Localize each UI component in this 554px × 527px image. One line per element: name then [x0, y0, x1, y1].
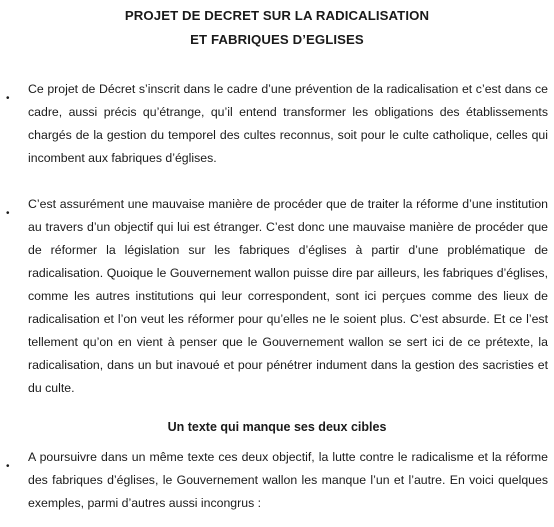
document-title-line-2: ET FABRIQUES D’EGLISES [190, 32, 364, 47]
document-title-line-1: PROJET DE DECRET SUR LA RADICALISATION [124, 8, 430, 23]
paragraph-2: C’est assurément une mauvaise manière de procéder que de traiter la réforme d’une institution au travers d’un objectif qui lui est étranger. C’est donc une mauvaise manière de procéder que de réformer la législation sur les fabriques d’églises à partir d’une problématique de radicalisation. Quoique le Gouvernement wallon puisse dire par ailleurs, les fabriques d’églises, comme les autres institutions qui leur correspondent, sont ici perçues comme des lieux de radicalisation et l’on veut les réformer pour qu’elles ne le soient plus. C’est absurde. Et ce l’est tellement qu’on en vient à penser que le Gouvernement wallon se sert ici de ce prétexte, la radicalisation, dans un but inavoué et pour pénétrer indument dans la gestion des sacristies et du culte. [28, 197, 548, 395]
paragraph-1: Ce projet de Décret s’inscrit dans le cadre d’une prévention de la radicalisation et c’est dans ce cadre, aussi précis qu’étrange, qu’il entend transformer les obligations des établissements chargés de la gestion du temporel des cultes reconnus, soit pour le culte catholique, celles qui incombent aux fabriques d’églises. [28, 82, 548, 165]
bullet-icon: • [6, 93, 10, 104]
bullet-icon: • [6, 208, 10, 219]
bullet-icon: • [6, 461, 10, 472]
section-subtitle: Un texte qui manque ses deux cibles [167, 420, 387, 434]
paragraph-3: A poursuivre dans un même texte ces deux objectif, la lutte contre le radicalisme et la réforme des fabriques d’églises, le Gouvernement wallon les manque l’un et l’autre. En voici quelques exemples, parmi d’autres aussi incongrus : [28, 450, 548, 510]
